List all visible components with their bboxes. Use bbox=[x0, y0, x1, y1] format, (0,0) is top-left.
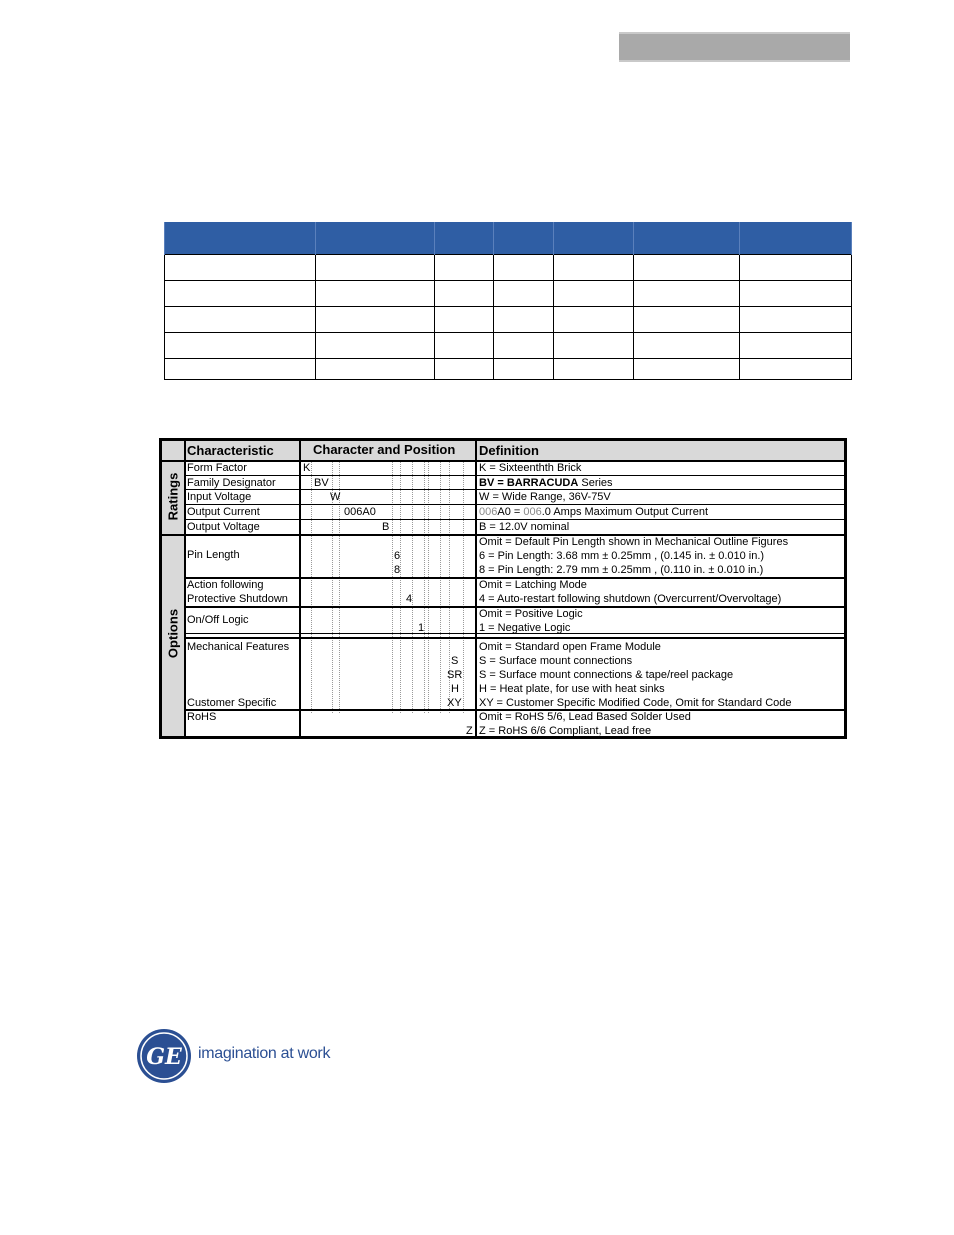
table-row bbox=[165, 307, 852, 333]
def-oc-gray1: 006 bbox=[479, 506, 498, 518]
table-row bbox=[165, 255, 852, 281]
table-row bbox=[165, 281, 852, 307]
row-line bbox=[184, 504, 844, 505]
def-action-omit: Omit = Latching Mode bbox=[479, 579, 587, 591]
char-input-voltage: Input Voltage bbox=[187, 491, 252, 503]
ge-logo bbox=[136, 1028, 192, 1084]
code-pin-8: 8 bbox=[394, 564, 401, 576]
def-oc-a: A0 = bbox=[497, 506, 524, 518]
def-rohs-omit: Omit = RoHS 5/6, Lead Based Solder Used bbox=[479, 711, 691, 723]
position-guide bbox=[463, 461, 464, 713]
column-line bbox=[184, 441, 186, 736]
code-mech-xy: XY bbox=[447, 697, 462, 709]
code-mech-sr: SR bbox=[447, 669, 463, 681]
def-input-voltage: W = Wide Range, 36V-75V bbox=[479, 491, 611, 503]
code-input-voltage: W bbox=[330, 491, 341, 503]
position-guide bbox=[424, 461, 425, 713]
header-position: Character and Position bbox=[313, 442, 456, 457]
char-pin-length: Pin Length bbox=[187, 549, 240, 561]
code-mech-h: H bbox=[451, 683, 459, 695]
def-mech-s-tape: S = Surface mount connections & tape/reel package bbox=[479, 669, 734, 681]
code-output-current: 006A0 bbox=[344, 506, 376, 518]
code-form-factor: K bbox=[303, 462, 311, 474]
char-output-current: Output Current bbox=[187, 506, 260, 518]
def-action-4: 4 = Auto-restart following shutdown (Overcurrent/Overvoltage) bbox=[479, 593, 782, 605]
header-bar bbox=[619, 32, 850, 62]
position-guide bbox=[412, 461, 413, 713]
column-line bbox=[475, 441, 477, 736]
header-cell bbox=[554, 222, 634, 255]
table-row bbox=[165, 359, 852, 380]
char-customer-specific: Customer Specific bbox=[187, 697, 277, 709]
code-onoff: 1 bbox=[418, 622, 425, 634]
char-family: Family Designator bbox=[187, 477, 276, 489]
ge-tagline: imagination at work bbox=[198, 1045, 331, 1062]
header-cell bbox=[316, 222, 435, 255]
char-rohs: RoHS bbox=[187, 711, 217, 723]
ordering-table bbox=[164, 222, 852, 380]
header-cell bbox=[165, 222, 316, 255]
coding-scheme-table bbox=[159, 438, 847, 739]
def-mech-xy: XY = Customer Specific Modified Code, Omit for Standard Code bbox=[479, 697, 792, 709]
ordering-table-header bbox=[165, 222, 852, 255]
def-output-voltage: B = 12.0V nominal bbox=[479, 521, 570, 533]
header-cell bbox=[740, 222, 852, 255]
header-cell bbox=[494, 222, 554, 255]
char-mechanical: Mechanical Features bbox=[187, 641, 290, 653]
def-oc-gray2: 006 bbox=[523, 506, 542, 518]
column-line bbox=[299, 441, 301, 736]
char-action-line2: Protective Shutdown bbox=[187, 593, 288, 605]
def-pin-omit: Omit = Default Pin Length shown in Mechanical Outline Figures bbox=[479, 536, 789, 548]
position-guide bbox=[311, 461, 312, 713]
def-mech-h: H = Heat plate, for use with heat sinks bbox=[479, 683, 665, 695]
char-form-factor: Form Factor bbox=[187, 462, 247, 474]
def-oc-b: .0 Amps Maximum Output Current bbox=[541, 506, 708, 518]
position-guide bbox=[428, 461, 429, 713]
def-form-factor: K = Sixteenthth Brick bbox=[479, 462, 582, 474]
table-row bbox=[165, 333, 852, 359]
position-guide bbox=[392, 461, 393, 713]
def-output-current bbox=[479, 506, 708, 519]
def-family-bold: BV = BARRACUDA bbox=[479, 477, 579, 489]
char-onoff: On/Off Logic bbox=[187, 614, 249, 626]
header-characteristic: Characteristic bbox=[187, 443, 274, 458]
code-action: 4 bbox=[406, 593, 413, 605]
code-family: BV bbox=[314, 477, 329, 489]
char-output-voltage: Output Voltage bbox=[187, 521, 260, 533]
code-rohs: Z bbox=[466, 725, 473, 737]
group-ratings: Ratings bbox=[165, 472, 181, 521]
row-line bbox=[184, 519, 844, 520]
position-guide bbox=[400, 461, 401, 713]
header-cell bbox=[435, 222, 494, 255]
row-line bbox=[184, 637, 844, 639]
def-onoff-1: 1 = Negative Logic bbox=[479, 622, 571, 634]
code-output-voltage: B bbox=[382, 521, 390, 533]
def-onoff-omit: Omit = Positive Logic bbox=[479, 608, 583, 620]
def-family-rest: Series bbox=[578, 477, 613, 489]
def-rohs-z: Z = RoHS 6/6 Compliant, Lead free bbox=[479, 725, 652, 737]
code-mech-s: S bbox=[451, 655, 459, 667]
row-line bbox=[184, 475, 844, 476]
header-cell bbox=[634, 222, 740, 255]
group-options: Options bbox=[165, 608, 181, 659]
header-definition: Definition bbox=[479, 443, 539, 458]
position-guide bbox=[440, 461, 441, 713]
def-pin-8: 8 = Pin Length: 2.79 mm ± 0.25mm , (0.110 in. ± 0.010 in.) bbox=[479, 564, 764, 576]
char-action-line1: Action following bbox=[187, 579, 264, 591]
ge-monogram: GE bbox=[146, 1044, 182, 1070]
def-family bbox=[479, 477, 613, 490]
def-mech-omit: Omit = Standard open Frame Module bbox=[479, 641, 661, 653]
def-mech-s: S = Surface mount connections bbox=[479, 655, 633, 667]
code-pin-6: 6 bbox=[394, 550, 401, 562]
def-pin-6: 6 = Pin Length: 3.68 mm ± 0.25mm , (0.145 in. ± 0.010 in.) bbox=[479, 550, 765, 562]
